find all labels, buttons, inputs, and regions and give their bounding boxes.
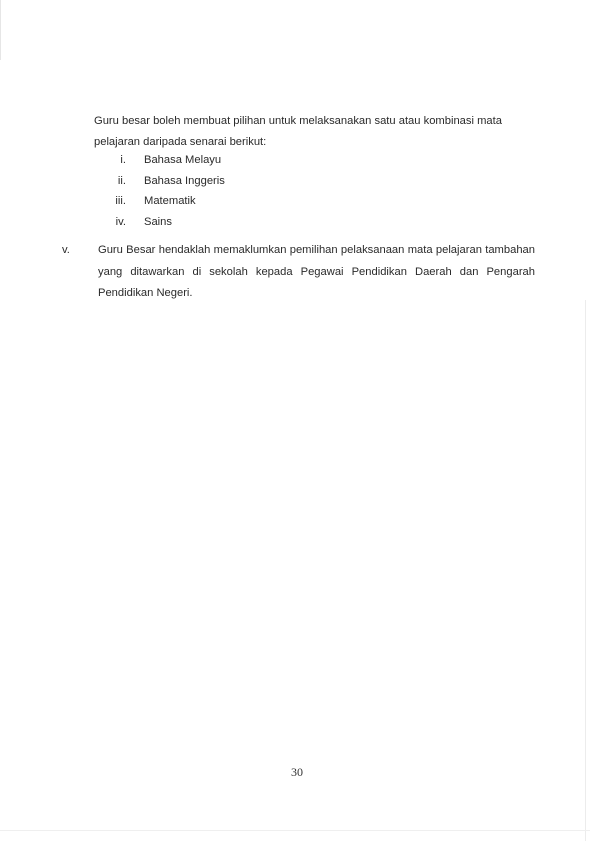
- page-edge-right: [585, 300, 586, 841]
- item-v-paragraph: Guru Besar hendaklah memaklumkan pemilihan pelaksanaan mata pelajaran tambahan yang ditawarkan di sekolah kepada Pegawai Pendidikan Daerah dan Pengarah Pendidikan Negeri.: [98, 244, 535, 299]
- page-edge-bottom: [0, 830, 590, 831]
- subject-marker: ii.: [117, 174, 126, 187]
- subject-label: Bahasa Melayu: [144, 154, 222, 166]
- subject-marker: i.: [120, 154, 126, 166]
- intro-paragraph: Guru besar boleh membuat pilihan untuk melaksanakan satu atau kombinasi mata pelajaran daripada senarai berikut:: [94, 115, 502, 148]
- subject-label: Matematik: [144, 195, 196, 207]
- item-v-marker: v.: [62, 244, 70, 256]
- subject-label: Sains: [144, 215, 172, 228]
- subject-marker: iii.: [115, 195, 126, 207]
- subject-marker: iv.: [115, 215, 126, 228]
- subject-label: Bahasa Inggeris: [144, 174, 225, 187]
- page-number: 30: [291, 765, 303, 779]
- page-edge-left: [0, 0, 1, 60]
